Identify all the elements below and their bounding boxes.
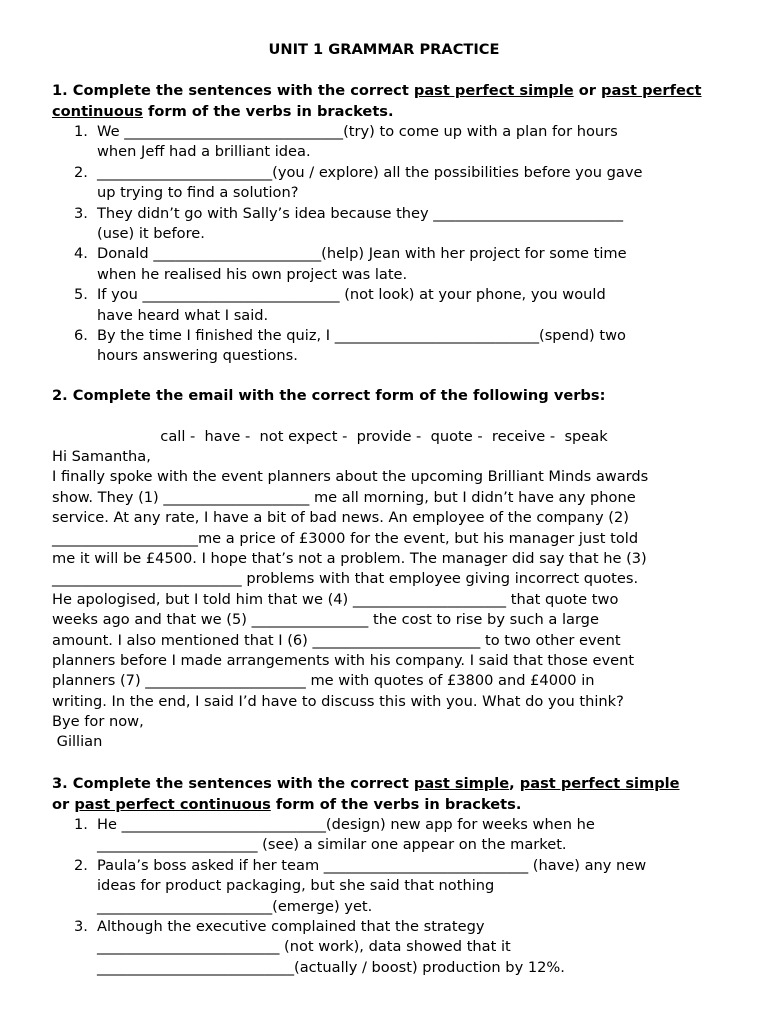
email-line: Hi Samantha, <box>52 448 151 465</box>
email-line: me it will be £4500. I hope that’s not a problem. The manager did say that he (3) <box>52 549 647 567</box>
email-line: He apologised, but I told him that we (4) _____________________ that quote two <box>52 590 619 608</box>
list-item: 2. ________________________(you / explore) all the possibilities before you gave up trying to find a solution? <box>74 163 643 202</box>
list-item: 3. Although the executive complained that the strategy _________________________ (not work), data showed that it ___________________________(actually / boost) production by 12%. <box>74 918 565 976</box>
list-item: 5. If you ___________________________ (not look) at your phone, you would have heard what I said. <box>74 286 606 324</box>
email-line: writing. In the end, I said I’d have to discuss this with you. What do you think? <box>52 692 624 710</box>
email-line: I finally spoke with the event planners about the upcoming Brilliant Minds awards <box>52 468 649 486</box>
list-item: 4. Donald _______________________(help) Jean with her project for some time when he realised his own project was late. <box>74 245 627 283</box>
list-item: 3. They didn’t go with Sally’s idea because they __________________________ (use) it before. <box>74 204 624 243</box>
email-line: planners (7) ______________________ me with quotes of £3800 and £4000 in <box>52 672 595 690</box>
section-3-heading: 3. Complete the sentences with the correct past simple, past perfect simple or past perfect continuous form of the verbs in brackets. <box>52 775 680 813</box>
list-item: 6. By the time I finished the quiz, I ____________________________(spend) two hours answering questions. <box>74 327 626 365</box>
section-1-heading: 1. Complete the sentences with the correct past perfect simple or past perfect continuous form of the verbs in brackets. <box>52 82 702 120</box>
email-line: planners before I made arrangements with his company. I said that those event <box>52 651 635 669</box>
email-text <box>52 447 742 753</box>
email-line: Bye for now, <box>52 713 144 731</box>
section-1-list <box>52 122 732 367</box>
email-line: ____________________me a price of £3000 for the event, but his manager just told <box>52 529 639 547</box>
email-line: Gillian <box>52 733 103 751</box>
page-title: UNIT 1 GRAMMAR PRACTICE <box>268 41 500 58</box>
list-item: 2. Paula’s boss asked if her team ____________________________ (have) any new ideas for product packaging, but she said that nothing ________________________(emerge) yet. <box>74 856 647 915</box>
list-item: 1. We ______________________________(try) to come up with a plan for hours when Jeff had a brilliant idea. <box>74 123 618 161</box>
section-3-list <box>52 815 732 978</box>
verb-list: call - have - not expect - provide - quote - receive - speak <box>160 428 608 445</box>
email-line: amount. I also mentioned that I (6) _______________________ to two other event <box>52 631 621 649</box>
email-line: service. At any rate, I have a bit of bad news. An employee of the company (2) <box>52 509 629 527</box>
section-2-heading: 2. Complete the email with the correct form of the following verbs: <box>52 387 606 404</box>
email-line: show. They (1) ____________________ me all morning, but I didn’t have any phone <box>52 488 636 506</box>
email-line: __________________________ problems with that employee giving incorrect quotes. <box>52 570 639 588</box>
email-line: weeks ago and that we (5) ________________ the cost to rise by such a large <box>52 611 599 629</box>
list-item: 1. He ____________________________(design) new app for weeks when he ______________________ (see) a similar one appear on the market. <box>74 816 595 854</box>
